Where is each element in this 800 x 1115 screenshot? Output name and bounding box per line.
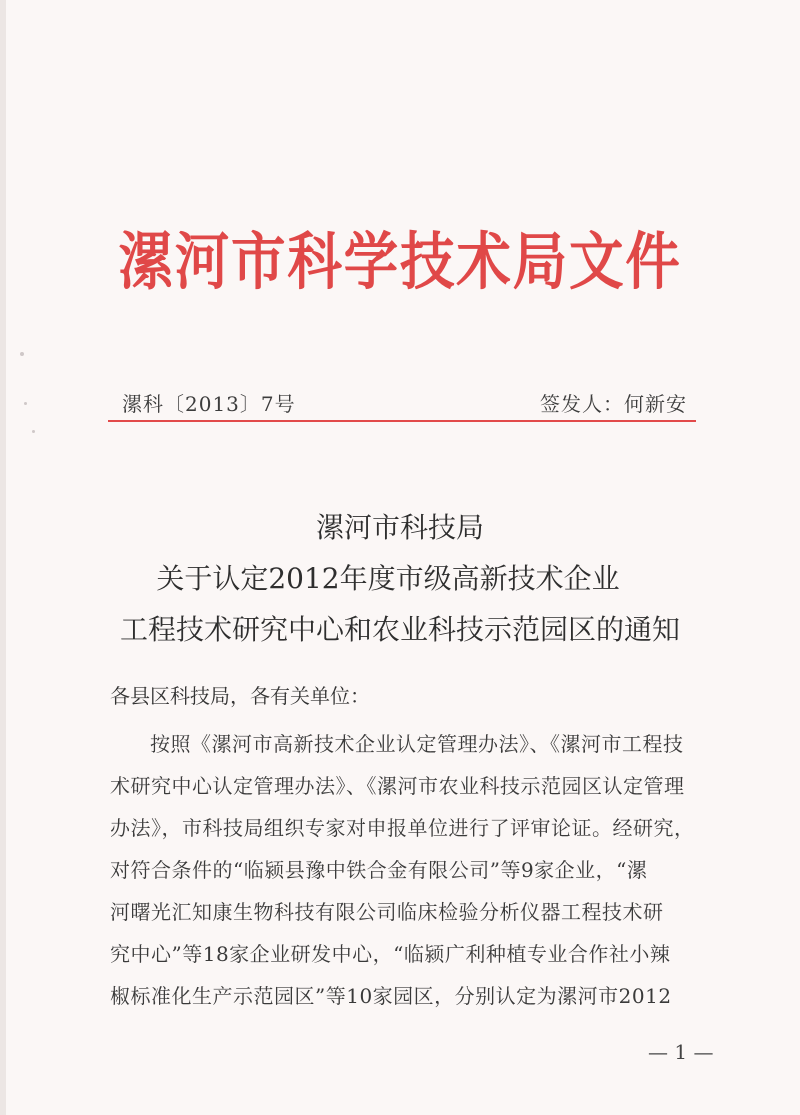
red-divider-line — [108, 420, 696, 422]
salutation: 各县区科技局，各有关单位： — [110, 684, 370, 708]
notice-title-line-1: 漯河市科技局 — [315, 511, 484, 544]
document-header-title: 漯河市科学技术局文件 — [118, 225, 682, 298]
body-text-line: 按照《漯河市高新技术企业认定管理办法》、《漯河市工程技 — [150, 732, 684, 756]
scan-speck — [32, 430, 35, 433]
document-number: 漯科〔2013〕7号 — [122, 392, 296, 416]
body-text-line: 究中心”等18家企业研发中心，“临颍广利种植专业合作社小辣 — [110, 942, 671, 966]
notice-title-line-2: 关于认定2012年度市级高新技术企业 — [156, 562, 620, 595]
scan-speck — [20, 352, 24, 356]
page-number: — 1 — — [648, 1040, 714, 1064]
body-text-line: 办法》，市科技局组织专家对申报单位进行了评审论证。经研究， — [110, 816, 695, 840]
body-text-line: 椒标准化生产示范园区”等10家园区，分别认定为漯河市2012 — [110, 984, 672, 1008]
body-text-line: 术研究中心认定管理办法》、《漯河市农业科技示范园区认定管理 — [110, 774, 685, 798]
scan-speck — [24, 402, 27, 405]
body-text-line: 河曙光汇知康生物科技有限公司临床检验分析仪器工程技术研 — [110, 900, 664, 924]
notice-title-line-3: 工程技术研究中心和农业科技示范园区的通知 — [119, 613, 680, 646]
issuer-signature-line: 签发人：何新安 — [540, 392, 687, 416]
body-text-line: 对符合条件的“临颍县豫中铁合金有限公司”等9家企业，“漯 — [110, 858, 648, 882]
